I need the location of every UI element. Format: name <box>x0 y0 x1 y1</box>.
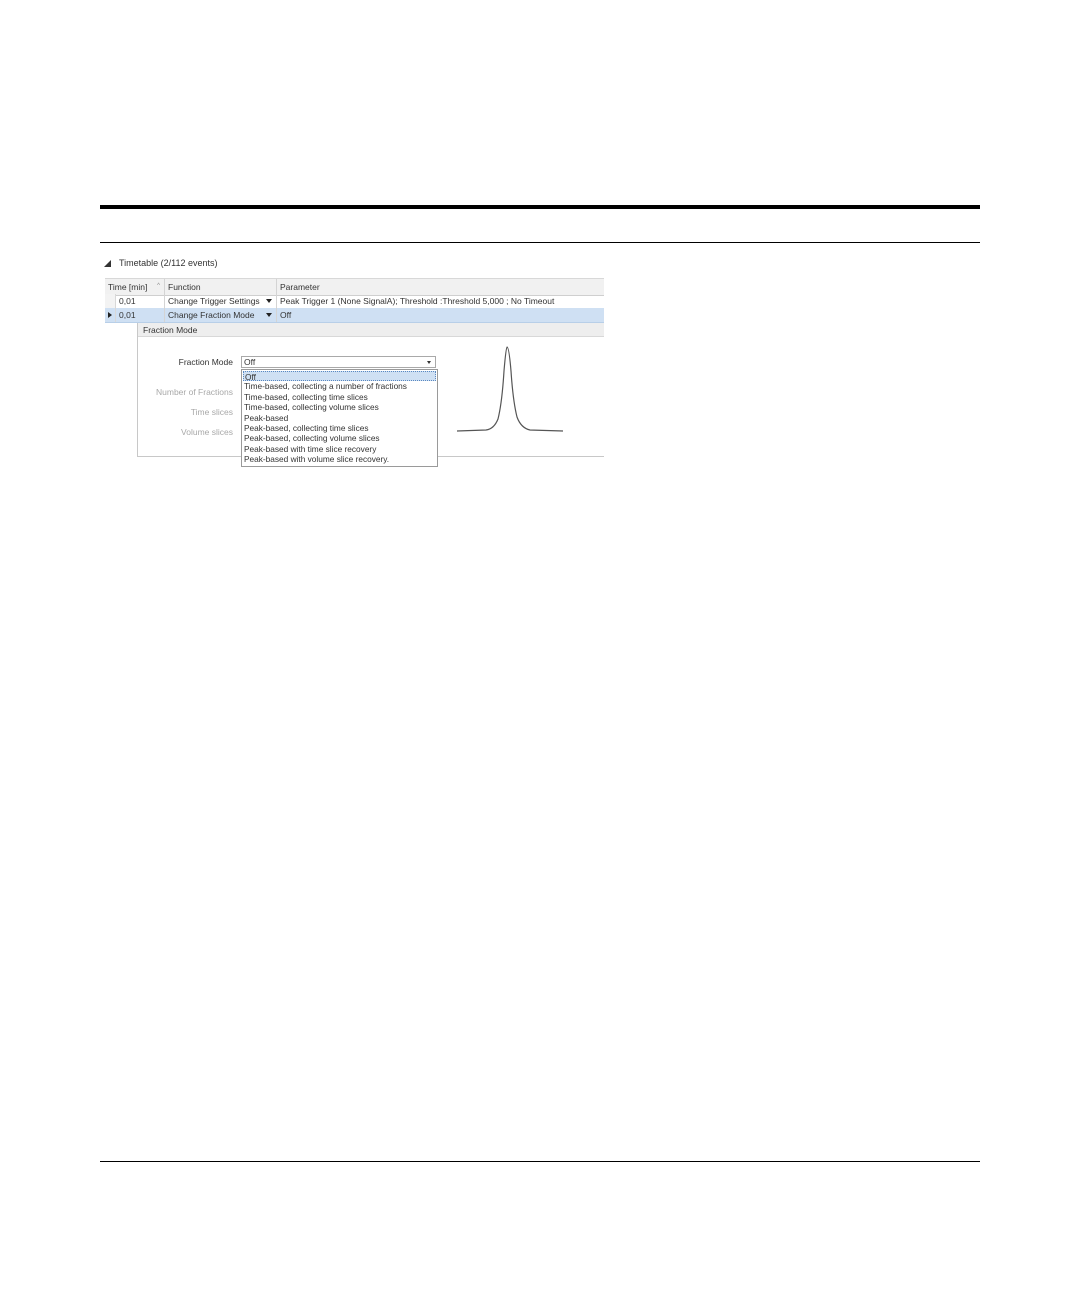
top-thin-rule <box>100 242 980 243</box>
column-header-parameter[interactable]: Parameter <box>280 282 320 292</box>
time-slices-label: Time slices <box>190 407 233 417</box>
function-cell[interactable]: Change Fraction Mode <box>165 308 277 322</box>
table-row[interactable] <box>105 294 604 309</box>
parameter-cell[interactable]: Peak Trigger 1 (None SignalA); Threshold :Threshold 5,000 ; No Timeout <box>280 296 555 306</box>
number-of-fractions-label: Number of Fractions <box>156 387 233 397</box>
chevron-down-icon[interactable] <box>266 299 272 303</box>
dropdown-option[interactable]: Peak-based, collecting time slices <box>244 422 369 433</box>
function-cell[interactable]: Change Trigger Settings <box>165 294 277 308</box>
sort-icon: ^ <box>157 283 160 289</box>
dropdown-option[interactable]: Off <box>243 371 436 381</box>
column-header-time[interactable]: Time [min] ^ <box>105 279 165 295</box>
fraction-mode-dropdown-list <box>241 369 438 467</box>
parameter-cell[interactable]: Off <box>280 310 292 320</box>
dropdown-option[interactable]: Peak-based <box>244 412 289 423</box>
bottom-thin-rule <box>100 1161 980 1162</box>
dropdown-option[interactable]: Time-based, collecting time slices <box>244 391 368 402</box>
dropdown-option[interactable]: Peak-based with volume slice recovery. <box>244 454 390 465</box>
fraction-mode-panel <box>137 323 604 465</box>
time-cell[interactable]: 0,01 <box>116 294 165 308</box>
timetable-section-header[interactable] <box>104 256 218 270</box>
top-thick-rule <box>100 205 980 209</box>
peak-curve <box>457 347 563 431</box>
select-value: Off <box>244 357 256 367</box>
column-header-function[interactable]: Function <box>165 279 277 295</box>
dropdown-option[interactable]: Time-based, collecting a number of fractions <box>244 381 407 392</box>
time-cell[interactable]: 0,01 <box>116 308 165 322</box>
timetable-title: Timetable (2/112 events) <box>119 258 218 268</box>
fraction-mode-select[interactable] <box>241 356 436 368</box>
collapse-triangle-icon[interactable] <box>104 260 111 267</box>
volume-slices-label: Volume slices <box>181 427 233 437</box>
chevron-down-icon[interactable] <box>266 313 272 317</box>
table-row[interactable] <box>105 308 604 323</box>
dropdown-option[interactable]: Peak-based, collecting volume slices <box>244 433 380 444</box>
row-indicator[interactable] <box>105 308 116 322</box>
dropdown-option[interactable]: Peak-based with time slice recovery <box>244 443 377 454</box>
panel-title: Fraction Mode <box>138 323 604 337</box>
row-indicator[interactable] <box>105 294 116 308</box>
dropdown-option[interactable]: Time-based, collecting volume slices <box>244 402 379 413</box>
chevron-down-icon[interactable] <box>427 361 431 364</box>
fraction-mode-label: Fraction Mode <box>178 357 233 367</box>
peak-illustration-icon <box>456 341 566 433</box>
current-row-arrow-icon <box>108 312 112 318</box>
